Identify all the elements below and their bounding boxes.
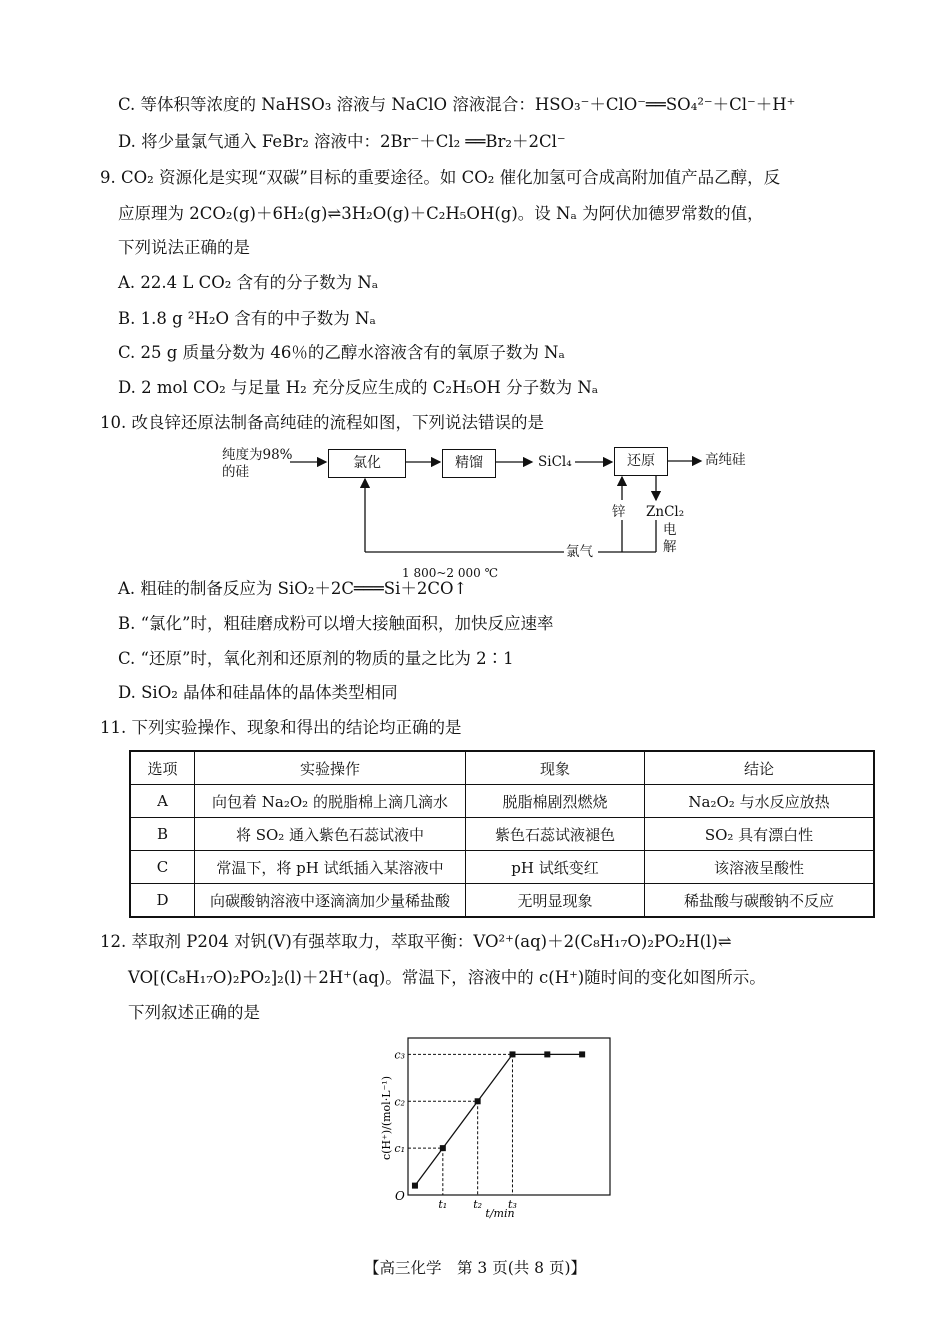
data-point: [579, 1051, 585, 1057]
flow-sicl4: SiCl₄: [538, 454, 572, 470]
x-tick-label: t₃: [508, 1198, 517, 1211]
data-point: [509, 1051, 515, 1057]
data-point: [440, 1145, 446, 1151]
q9-stem-line1: 9. CO₂ 资源化是实现“双碳”目标的重要途径。如 CO₂ 催化加氢可合成高附加值产品乙醇，反: [100, 168, 781, 187]
q11-stem: 11. 下列实验操作、现象和得出的结论均正确的是: [100, 718, 462, 737]
q12-stem-line2: VO[(C₈H₁₇O)₂PO₂]₂(l)＋2H⁺(aq)。常温下，溶液中的 c(H⁺)随时间的变化如图所示。: [128, 968, 766, 987]
flow-input-line1: 纯度为98%: [222, 447, 293, 463]
chart-frame: [408, 1038, 610, 1195]
table-cell: 向包着 Na₂O₂ 的脱脂棉上滴几滴水: [195, 785, 466, 818]
q10-stem: 10. 改良锌还原法制备高纯硅的流程如图，下列说法错误的是: [100, 413, 544, 432]
flow-zinc: 锌: [612, 504, 626, 520]
table-cell: D: [130, 884, 195, 918]
flow-chlorine: 氯气: [566, 544, 593, 560]
q10-option-b: B. “氯化”时，粗硅磨成粉可以增大接触面积，加快反应速率: [118, 614, 554, 633]
table-row: [130, 851, 874, 884]
q8-option-d: D. 将少量氯气通入 FeBr₂ 溶液中：2Br⁻＋Cl₂ ══Br₂＋2Cl⁻: [118, 132, 566, 151]
table-cell: 稀盐酸与碳酸钠不反应: [645, 884, 875, 918]
q9-stem-line2: 应原理为 2CO₂(g)＋6H₂(g)⇌3H₂O(g)＋C₂H₅OH(g)。设 Nₐ 为阿伏加德罗常数的值，: [118, 204, 764, 223]
data-point: [475, 1098, 481, 1104]
y-axis-label: c(H⁺)/(mol·L⁻¹): [380, 1075, 393, 1161]
q9-stem-line3: 下列说法正确的是: [118, 238, 250, 257]
table-cell: 该溶液呈酸性: [645, 851, 875, 884]
hplus-time-chart: [370, 1030, 620, 1230]
table-cell: A: [130, 785, 195, 818]
x-tick-label: t₁: [438, 1198, 448, 1211]
table-header-row: [130, 751, 874, 785]
q12-stem-line1: 12. 萃取剂 P204 对钒(V)有强萃取力，萃取平衡：VO²⁺(aq)＋2(C₈H₁₇O)₂PO₂H(l)⇌: [100, 932, 732, 951]
table-header: 实验操作: [195, 751, 466, 785]
origin-label: O: [395, 1189, 405, 1203]
q10-option-a: A. 粗硅的制备反应为 SiO₂＋2C═══Si＋2CO↑: [118, 579, 468, 598]
table-cell: SO₂ 具有漂白性: [645, 818, 875, 851]
y-tick-label: c₃: [394, 1048, 405, 1062]
q9-option-c: C. 25 g 质量分数为 46％的乙醇水溶液含有的氧原子数为 Nₐ: [118, 343, 565, 362]
flow-electrolysis-2: 解: [663, 539, 677, 555]
flow-box-distillation: 精馏: [442, 449, 496, 478]
table-cell: 将 SO₂ 通入紫色石蕊试液中: [195, 818, 466, 851]
series-line: [415, 1054, 582, 1185]
table-cell: Na₂O₂ 与水反应放热: [645, 785, 875, 818]
q10-option-a-condition: 1 800~2 000 ℃: [402, 566, 498, 580]
table-cell: 紫色石蕊试液褪色: [466, 818, 645, 851]
table-row: [130, 884, 874, 918]
q10-option-d: D. SiO₂ 晶体和硅晶体的晶体类型相同: [118, 683, 398, 702]
table-row: [130, 785, 874, 818]
flow-output: 高纯硅: [705, 452, 746, 468]
table-cell: 常温下，将 pH 试纸插入某溶液中: [195, 851, 466, 884]
flow-electrolysis-1: 电: [663, 522, 677, 538]
table-cell: pH 试纸变红: [466, 851, 645, 884]
flow-box-reduction: 还原: [614, 447, 668, 476]
q9-option-d: D. 2 mol CO₂ 与足量 H₂ 充分反应生成的 C₂H₅OH 分子数为 Nₐ: [118, 378, 599, 397]
q9-option-a: A. 22.4 L CO₂ 含有的分子数为 Nₐ: [118, 273, 379, 292]
x-axis-label: t/min: [485, 1207, 515, 1220]
flow-zncl2: ZnCl₂: [646, 504, 685, 520]
flowchart-arrows: [0, 0, 950, 600]
y-tick-label: c₁: [394, 1142, 405, 1156]
data-point: [412, 1183, 418, 1189]
q9-option-b: B. 1.8 g ²H₂O 含有的中子数为 Nₐ: [118, 309, 376, 328]
q12-stem-line3: 下列叙述正确的是: [128, 1003, 260, 1022]
data-point: [544, 1051, 550, 1057]
table-cell: C: [130, 851, 195, 884]
q10-option-c: C. “还原”时，氧化剂和还原剂的物质的量之比为 2∶1: [118, 649, 514, 668]
flow-box-chlorination: 氯化: [328, 449, 406, 478]
table-header: 结论: [645, 751, 875, 785]
x-tick-label: t₂: [473, 1198, 483, 1211]
table-cell: B: [130, 818, 195, 851]
experiment-table: [129, 750, 875, 918]
page-footer: 【高三化学 第 3 页(共 8 页)】: [363, 1259, 587, 1277]
table-header: 现象: [466, 751, 645, 785]
flow-input-line2: 的硅: [222, 464, 249, 480]
table-cell: 无明显现象: [466, 884, 645, 918]
table-header: 选项: [130, 751, 195, 785]
q8-option-c: C. 等体积等浓度的 NaHSO₃ 溶液与 NaClO 溶液混合：HSO₃⁻＋ClO⁻══SO₄²⁻＋Cl⁻＋H⁺: [118, 95, 796, 114]
table-cell: 向碳酸钠溶液中逐滴滴加少量稀盐酸: [195, 884, 466, 918]
y-tick-label: c₂: [394, 1095, 405, 1109]
table-row: [130, 818, 874, 851]
table-cell: 脱脂棉剧烈燃烧: [466, 785, 645, 818]
